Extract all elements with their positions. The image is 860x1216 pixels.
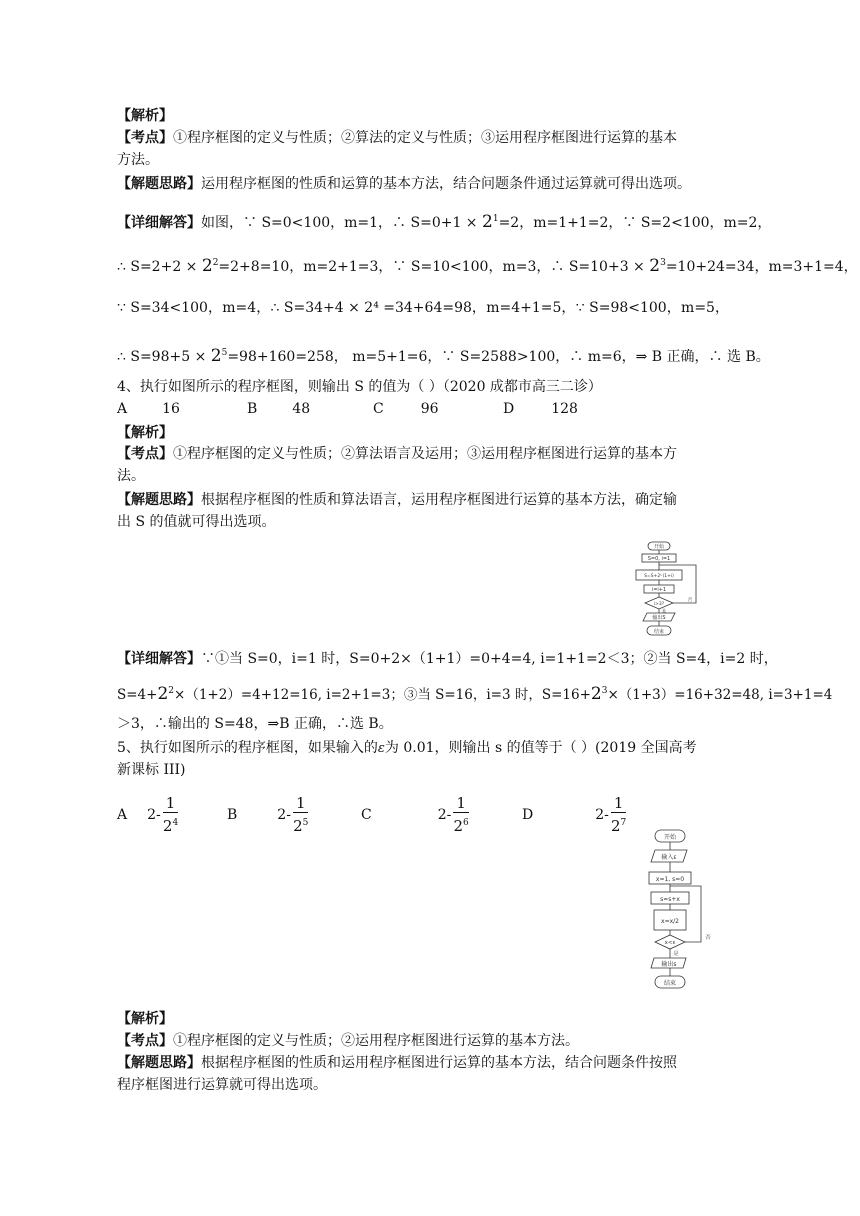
xiangxi-line-1 (117, 209, 771, 233)
q4-xiangxi-line-1 (117, 649, 778, 669)
q4-kaodian-line (117, 444, 677, 464)
flow-input: 输入ε (661, 854, 677, 861)
kaodian-text: ①程序框图的定义与性质；②算法的定义与性质；③运用程序框图进行运算的基本 (173, 130, 677, 146)
flow-init: x=1, s=0 (655, 876, 685, 883)
flow-no: 否 (705, 935, 711, 941)
flow-out: 输出S (652, 615, 666, 621)
q5-options (117, 784, 737, 835)
q4-kaodian-cont: 法。 (117, 468, 145, 484)
power-base: 2 (210, 346, 222, 366)
flow-end: 结束 (653, 629, 665, 635)
xiangxi-seg: m=4， (222, 300, 271, 316)
xiangxi-seg: ∵ S=98<100， (575, 300, 681, 316)
q4-xiangxi-line-3: ＞3，∴输出的 S=48，⇒B 正确，∴选 B。 (117, 716, 393, 732)
xiangxi-text: ×（1+3）=16+32=48, i=3+1=4 (607, 687, 833, 703)
silu-label: 【解题思路】 (117, 176, 201, 192)
q5-stem (117, 738, 697, 759)
jiexi-heading: 【解析】 (117, 108, 173, 124)
xiangxi-text: ∵①当 S=0，i=1 时，S=0+2×（1+1）=0+4=4, i=1+1=2＜3；②当 S=4，i=2 时， (201, 651, 778, 667)
kaodian-line (117, 128, 677, 148)
flow-cond: x<ε (664, 940, 676, 946)
power-base: 2 (482, 212, 493, 232)
q5-option-a: A 2- $\frac{1}{2^4}$ (117, 794, 179, 835)
silu-text: 根据程序框图的性质和运用程序框图进行运算的基本方法，结合问题条件按照 (201, 1055, 677, 1071)
xiangxi-line-4 (117, 343, 770, 367)
power-exp: 3 (660, 258, 666, 268)
q4-options (117, 399, 737, 419)
silu-label: 【解题思路】 (117, 492, 201, 508)
xiangxi-label: 【详细解答】 (117, 215, 201, 231)
power-base: 2 (157, 684, 169, 704)
stem-text: 5、执行如图所示的程序框图，如果输入的 (117, 740, 378, 756)
power-exp: 5 (221, 348, 228, 358)
power-base: 2 (590, 684, 602, 704)
xiangxi-text: =2+8=10，m=2+1=3，∵ S=10<100，m=3，∴ S=10+3 × (218, 259, 650, 275)
xiangxi-text: ∴ S=2+2 × (117, 259, 202, 275)
xiangxi-text: ×（1+2）=4+12=16, i=2+1=3；③当 S=16，i=3 时，S=16+ (174, 687, 591, 703)
flow-calc: s=s+x (660, 896, 680, 903)
flow-yes: 是 (673, 951, 679, 957)
kaodian-label: 【考点】 (117, 130, 173, 146)
xiangxi-text: 如图，∵ S=0<100，m=1，∴ S=0+1 × (201, 215, 482, 231)
flow-half: x=x/2 (661, 918, 679, 925)
q5-silu-line (117, 1053, 677, 1073)
silu-line (117, 174, 691, 194)
q4-stem: 4、执行如图所示的程序框图，则输出 S 的值为（ ）（2020 成都市高三二诊） (117, 379, 602, 395)
flow-cond: i>3? (653, 602, 665, 607)
stem-text: 为 0.01，则输出 s 的值等于（ ）(2019 全国高考 (384, 740, 697, 756)
q4-silu-cont: 出 S 的值就可得出选项。 (117, 514, 276, 530)
flow-calc: S=S+2ⁱ·(1+i) (644, 574, 674, 579)
flow-start: 开始 (653, 544, 665, 550)
flow-end: 结束 (663, 980, 677, 987)
q5-option-d: D 2- $\frac{1}{2^7}$ (522, 794, 627, 835)
flow-inc: i=i+1 (651, 587, 667, 593)
power-base: 2 (649, 256, 661, 276)
q5-jiexi-heading: 【解析】 (117, 1011, 173, 1027)
xiangxi-seg: m=5， (681, 300, 729, 316)
q5-flowchart (645, 828, 715, 992)
q4-jiexi-heading: 【解析】 (117, 425, 173, 441)
power-exp: 1 (492, 214, 499, 224)
q4-option-c: C 96 (373, 401, 439, 417)
q5-option-c: C 2- $\frac{1}{2^6}$ (361, 794, 469, 835)
q5-option-b: B 2- $\frac{1}{2^5}$ (227, 794, 309, 835)
q4-flowchart (634, 540, 714, 640)
q5-kaodian-line (117, 1031, 579, 1051)
silu-text: 运用程序框图的性质和运算的基本方法，结合问题条件通过运算就可得出选项。 (201, 176, 691, 192)
power-exp: 2 (168, 686, 175, 696)
flow-start: 开始 (663, 834, 677, 841)
xiangxi-line-2 (117, 253, 858, 277)
kaodian-label: 【考点】 (117, 446, 173, 462)
flow-no: 否 (687, 598, 693, 603)
q5-stem-cont: 新课标 III) (117, 762, 186, 778)
flow-yes: 是 (662, 608, 666, 613)
xiangxi-text: =2，m=1+1=2，∵ S=2<100，m=2， (498, 215, 772, 231)
xiangxi-text: =10+24=34，m=3+1=4， (665, 259, 858, 275)
q4-option-a: A 16 (117, 401, 180, 417)
kaodian-text: ①程序框图的定义与性质；②算法语言及运用；③运用程序框图进行运算的基本方 (173, 446, 677, 462)
xiangxi-text: ∴ S=98+5 × (117, 349, 211, 365)
q5-silu-cont: 程序框图进行运算就可得出选项。 (117, 1077, 327, 1093)
silu-text: 根据程序框图的性质和算法语言，运用程序框图进行运算的基本方法，确定输 (201, 492, 677, 508)
flow-out: 输出s (661, 961, 677, 968)
flow-init: S=0, i=1 (647, 556, 671, 562)
q4-option-d: D 128 (503, 401, 578, 417)
power-base: 2 (201, 256, 213, 276)
xiangxi-text: S=4+ (117, 687, 158, 703)
xiangxi-line-3 (117, 298, 729, 318)
kaodian-label: 【考点】 (117, 1033, 173, 1049)
kaodian-text: ①程序框图的定义与性质；②运用程序框图进行运算的基本方法。 (173, 1033, 579, 1049)
xiangxi-seg: ∴ S=34+4 × 2⁴ =34+64=98， (270, 300, 486, 316)
q4-option-b: B 48 (247, 401, 311, 417)
xiangxi-label: 【详细解答】 (117, 651, 201, 667)
kaodian-cont: 方法。 (117, 152, 159, 168)
q4-silu-line (117, 490, 677, 510)
epsilon-symbol: ε (377, 741, 385, 756)
silu-label: 【解题思路】 (117, 1055, 201, 1071)
power-exp: 2 (212, 258, 219, 268)
xiangxi-seg: ∵ S=34<100， (117, 300, 222, 316)
xiangxi-text: =98+160=258， m=5+1=6，∵ S=2588>100，∴ m=6，⇒ B 正确，∴ 选 B。 (227, 349, 770, 365)
xiangxi-seg: m=4+1=5， (486, 300, 576, 316)
q4-xiangxi-line-2 (117, 681, 832, 705)
power-exp: 3 (601, 686, 608, 696)
